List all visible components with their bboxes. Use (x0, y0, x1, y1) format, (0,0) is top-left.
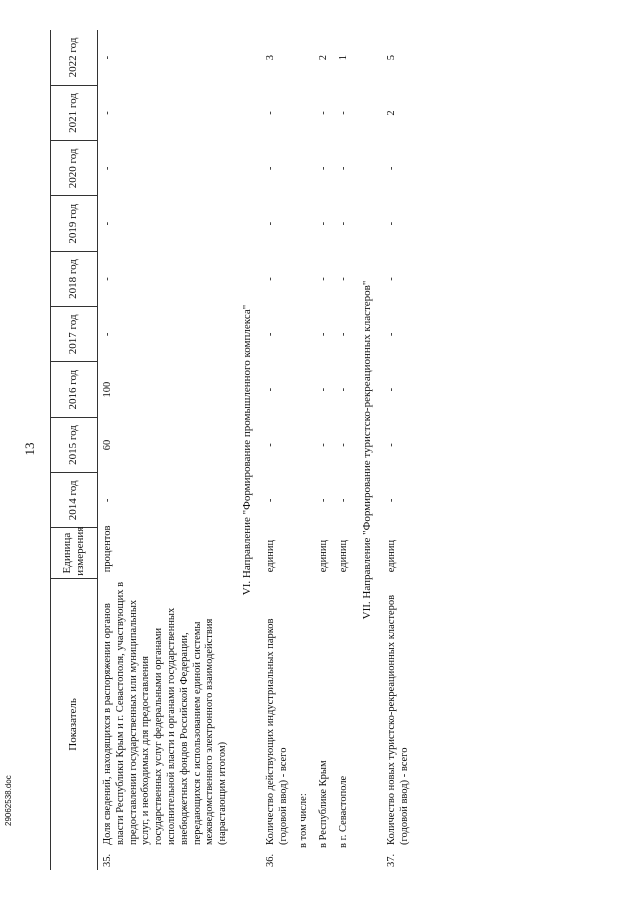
value-cell: 1 (337, 55, 349, 61)
table-row (98, 30, 233, 870)
section-row (233, 30, 261, 870)
value-cell: - (385, 166, 397, 171)
unit-cell: процентов (102, 525, 113, 573)
value-cell: - (265, 443, 277, 447)
indicator-cell (261, 578, 294, 870)
rotated-page (50, 20, 640, 880)
value-cell: 3 (265, 55, 277, 61)
value-cell: - (337, 166, 349, 171)
indicator-text: Количество действующих индустриальных парков (годовой ввод) - всего (265, 618, 290, 845)
value-cell: - (317, 387, 329, 392)
indicator-text: в г. Севастополе (337, 775, 349, 848)
value-cell: - (337, 277, 349, 281)
header-year: 2021 год (51, 85, 98, 140)
value-cell: - (102, 221, 113, 226)
table-row (382, 30, 415, 870)
table-row (334, 30, 354, 870)
section-heading: VI. Направление "Формирование промышленного комплекса" (240, 304, 253, 596)
header-year: 2016 год (51, 362, 98, 417)
indicator-text: Количество новых туристско-рекреационных кластеров (годовой ввод) - всего (385, 594, 410, 845)
value-cell: - (102, 166, 113, 171)
table-row (294, 30, 314, 870)
subheading-cell: в том числе: (297, 793, 309, 848)
value-cell: - (102, 498, 113, 503)
indicator-text: Доля сведений, находящихся в распоряжении органов власти Республики Крым и г. Севастополя, участвующих в предоставлении государственных или муниципальных услуг, и необходимых для предоставления государственных услуг федеральными органами исполнительной власти и органами государственных внебюджетных фондов Российской Федерации, передающихся с использованием единой системы межведомственного электронного взаимодействия (нарастающим итогом) (102, 581, 229, 845)
header-year: 2020 год (51, 141, 98, 196)
indicator-cell (98, 578, 233, 870)
page-number: 13 (22, 442, 37, 456)
value-cell: - (265, 387, 277, 392)
value-cell: - (265, 277, 277, 281)
value-cell: - (317, 111, 329, 115)
value-cell: - (265, 498, 277, 503)
header-year: 2018 год (51, 251, 98, 306)
unit-cell: единиц (337, 539, 349, 573)
value-cell: - (265, 332, 277, 337)
value-cell: - (265, 221, 277, 226)
value-cell: - (337, 111, 349, 115)
value-cell: - (337, 443, 349, 447)
value-cell: - (337, 221, 349, 226)
header-year: 2014 год (51, 473, 98, 528)
value-cell: - (385, 221, 397, 226)
unit-cell: единиц (385, 539, 397, 573)
table-row (261, 30, 294, 870)
value-cell: - (265, 111, 277, 115)
value-cell: - (317, 443, 329, 447)
value-cell: - (385, 387, 397, 392)
header-row (51, 30, 98, 870)
value-cell: - (385, 443, 397, 447)
value-cell: 2 (385, 110, 397, 116)
section-heading: VII. Направление "Формирование туристско-рекреационных кластеров" (361, 280, 374, 620)
row-number: 35. (102, 853, 113, 867)
value-cell: 60 (102, 439, 113, 451)
value-cell: - (317, 332, 329, 337)
value-cell: - (385, 332, 397, 337)
header-year: 2022 год (51, 30, 98, 85)
header-year: 2017 год (51, 307, 98, 362)
value-cell: - (102, 55, 113, 60)
indicator-cell (382, 578, 415, 870)
row-number: 36. (265, 853, 277, 867)
header-indicator: Показатель (51, 578, 98, 870)
header-year: 2019 год (51, 196, 98, 251)
unit-cell: единиц (265, 539, 277, 573)
value-cell: - (337, 387, 349, 392)
table-row (314, 30, 334, 870)
document-footer: 29062538.doc (4, 775, 13, 826)
value-cell: - (265, 166, 277, 171)
indicator-text: в Республике Крым (317, 760, 329, 848)
value-cell: 5 (385, 55, 397, 61)
unit-cell: единиц (317, 539, 329, 573)
value-cell: - (102, 332, 113, 337)
value-cell: - (102, 111, 113, 115)
indicators-table (50, 30, 414, 870)
value-cell: 2 (317, 55, 329, 61)
section-row (353, 30, 381, 870)
value-cell: - (317, 277, 329, 281)
value-cell: - (337, 332, 349, 337)
value-cell: - (337, 498, 349, 503)
value-cell: 100 (102, 381, 113, 398)
value-cell: - (102, 277, 113, 281)
value-cell: - (317, 498, 329, 503)
header-unit: Единица измерения (51, 528, 98, 578)
value-cell: - (385, 498, 397, 503)
value-cell: - (385, 277, 397, 281)
value-cell: - (317, 166, 329, 171)
header-year: 2015 год (51, 417, 98, 472)
value-cell: - (317, 221, 329, 226)
row-number: 37. (385, 853, 397, 867)
